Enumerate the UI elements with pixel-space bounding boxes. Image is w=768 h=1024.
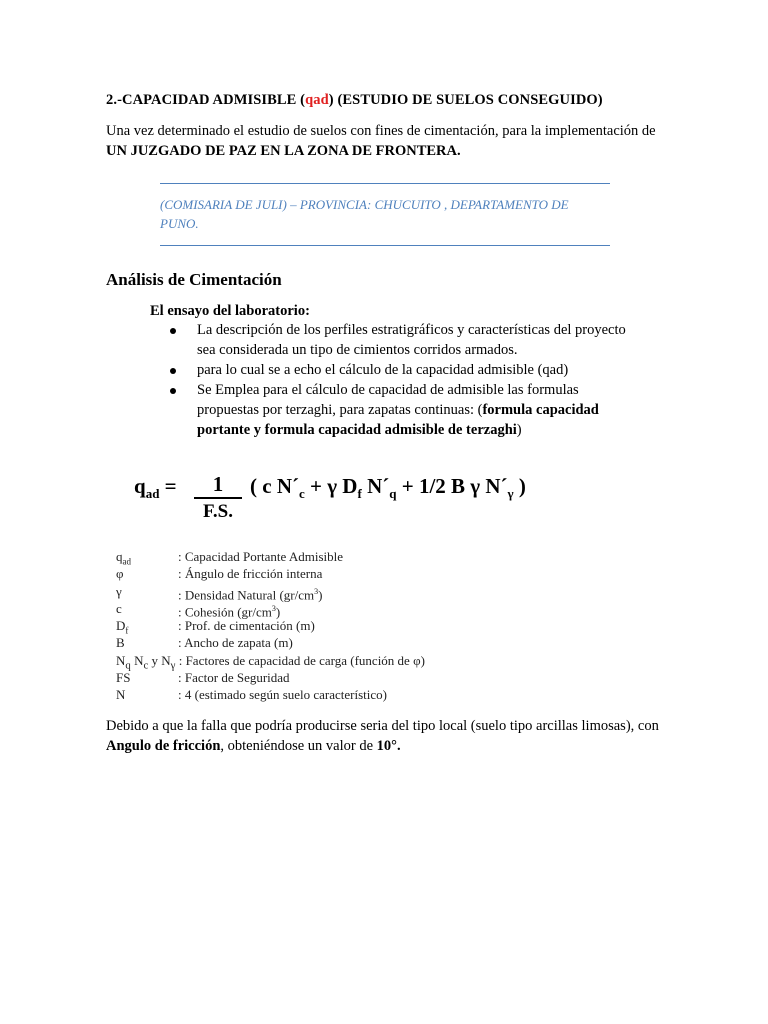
bullet-text: La descripción de los perfiles estratigráficos y características del proyecto sea considerada un tipo de cimientos corridos armados.: [197, 322, 626, 358]
legend-desc: : Ancho de zapata (m): [178, 635, 293, 651]
legend-symbol: FS: [116, 670, 131, 686]
desc-text: : Densidad Natural (gr/cm: [178, 586, 315, 602]
closing-text: , obteniéndose un valor de: [220, 738, 377, 754]
desc-end: ): [275, 604, 281, 620]
formula-numerator: 1: [212, 472, 224, 496]
bullet-dot-icon: [170, 328, 176, 334]
terzaghi-formula: [134, 472, 554, 528]
legend-desc: : Factor de Seguridad: [178, 670, 290, 686]
formula-equals: =: [159, 474, 177, 498]
symbol-sub: f: [125, 625, 129, 636]
desc-end: ): [318, 586, 323, 602]
analysis-title: Análisis de Cimentación: [106, 270, 282, 289]
symbol-text: N: [116, 652, 126, 668]
legend-symbol: B: [116, 635, 125, 651]
desc-text: : Cohesión (gr/cm: [178, 604, 272, 620]
closing-bold: Angulo de fricción: [106, 738, 221, 754]
formula-term: N´: [361, 474, 390, 498]
symbol-text: y N: [148, 652, 171, 668]
formula-term: ): [513, 474, 526, 498]
formula-fraction: [196, 472, 240, 523]
symbol-text: q: [116, 549, 123, 564]
formula-term: ( c N´: [250, 474, 299, 498]
bullet-dot-icon: [170, 368, 176, 374]
legend-symbol: N: [116, 687, 126, 703]
lab-title: El ensayo del laboratorio:: [150, 303, 310, 319]
bullet-text: Se Emplea para el cálculo de capacidad de admisible las formulas propuestas por terzaghi, para zapatas continuas: (: [197, 382, 579, 418]
bullet-dot-icon: [170, 388, 176, 394]
symbol-text: D: [116, 618, 126, 634]
bullet-text: para lo cual se a echo el cálculo de la capacidad admisible (qad): [197, 362, 569, 378]
formula-lhs: [134, 474, 177, 502]
list-item: [170, 320, 640, 360]
legend-desc: : Prof. de cimentación (m): [178, 618, 315, 634]
formula-sub: f: [357, 486, 362, 502]
desc-text: : Factores de capacidad de carga (función de φ): [175, 652, 425, 668]
formula-sub: c: [298, 486, 305, 502]
fraction-bar: [194, 497, 242, 499]
closing-paragraph: [106, 716, 666, 756]
heading-prefix: 2.-CAPACIDAD ADMISIBLE (: [106, 92, 306, 108]
legend-row: [116, 565, 425, 582]
section-heading: [106, 92, 603, 109]
legend-desc: [116, 652, 425, 672]
heading-suffix: ) (ESTUDIO DE SUELOS CONSEGUIDO): [328, 92, 603, 108]
heading-highlight: qad: [305, 92, 329, 108]
closing-bold: 10°.: [376, 738, 401, 754]
closing-text: Debido a que la falla que podría producirse seria del tipo local (suelo tipo arcillas limosas), con: [106, 718, 659, 734]
legend-desc: : 4 (estimado según suelo característico): [178, 687, 388, 703]
formula-rhs: [250, 474, 526, 502]
intro-bold: UN JUZGADO DE PAZ EN LA ZONA DE FRONTERA.: [106, 143, 461, 159]
quote-top-rule: [160, 183, 610, 184]
list-item: [170, 360, 640, 380]
formula-sub: q: [389, 486, 397, 502]
symbol-text: N: [130, 652, 144, 668]
legend-row: [116, 617, 425, 634]
symbol-sub: ad: [122, 556, 131, 567]
desc-sup: 3: [271, 603, 276, 613]
legend-row: [116, 686, 425, 703]
variable-legend: [116, 548, 425, 704]
legend-desc: : Capacidad Portante Admisible: [178, 549, 343, 564]
legend-symbol: φ: [116, 566, 124, 582]
list-item: [170, 380, 640, 440]
bullet-bold: formula capacidad portante y formula capacidad admisible de terzaghi: [197, 402, 599, 438]
legend-row: [116, 548, 425, 565]
formula-denominator: F.S.: [203, 501, 233, 522]
symbol-sub: q: [125, 659, 131, 672]
lab-bullet-list: [170, 320, 640, 440]
legend-row: [116, 652, 425, 672]
legend-symbol: γ: [116, 583, 122, 599]
legend-row: [116, 600, 425, 620]
bullet-suffix: ): [516, 422, 522, 438]
symbol-sub: γ: [170, 659, 176, 672]
formula-lhs-sub: ad: [145, 486, 160, 502]
intro-paragraph: [106, 121, 666, 161]
symbol-sub: c: [143, 659, 149, 672]
intense-quote: (COMISARIA DE JULI) – PROVINCIA: CHUCUITO , DEPARTAMENTO DE PUNO.: [160, 197, 569, 231]
legend-row: [116, 634, 425, 651]
formula-lhs-symbol: q: [134, 474, 146, 498]
legend-row: [116, 583, 425, 600]
formula-term: + 1/2 B γ N´: [396, 474, 508, 498]
desc-sup: 3: [314, 586, 319, 596]
formula-sub: γ: [507, 486, 514, 502]
legend-symbol: c: [116, 600, 122, 616]
legend-desc: : Ángulo de fricción interna: [178, 566, 323, 582]
formula-term: + γ D: [304, 474, 358, 498]
quote-bottom-rule: [160, 245, 610, 246]
legend-row: [116, 669, 425, 686]
intro-text: Una vez determinado el estudio de suelos con fines de cimentación, para la implementación de: [106, 123, 656, 139]
